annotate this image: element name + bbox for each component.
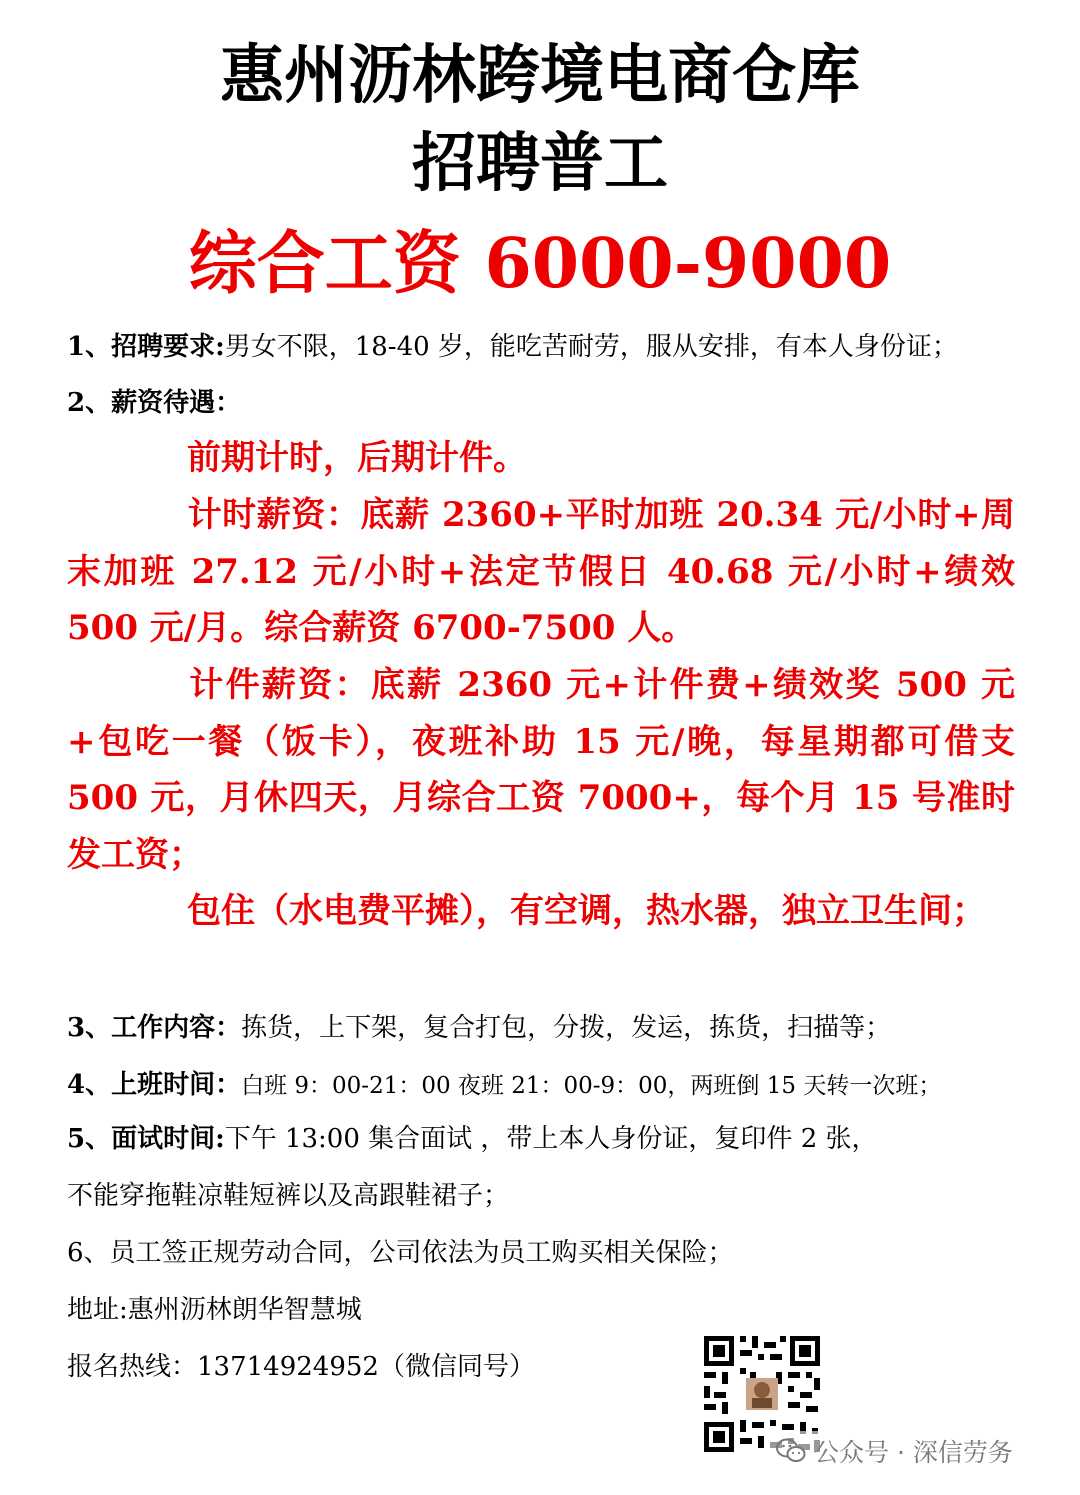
contract-text: 6、员工签正规劳动合同，公司依法为员工购买相关保险； — [67, 1238, 734, 1268]
pay-p1-text: 前期计时，后期计件。 — [187, 438, 527, 478]
work-content-text: 拣货，上下架，复合打包，分拨，发运，拣货，扫描等； — [241, 1013, 892, 1043]
address-line — [67, 1289, 1017, 1326]
watermark-text: 公众号 · 深信劳务 — [814, 1438, 1013, 1467]
pay-p3-text: 计件薪资：底薪 2360 元+计件费+绩效奖 500 元+包吃一餐（饭卡），夜班补助 15 元/晚，每星期都可借支 500 元，月休四天，月综合工资 7000+，每个月 15 号准时发工资； — [67, 665, 1015, 875]
interview-text: 下午 13:00 集合面试 ，带上本人身份证，复印件 2 张， — [224, 1124, 878, 1154]
pay-paragraph-3 — [67, 657, 1015, 883]
pay-heading — [67, 382, 1017, 419]
salary-headline: 综合工资 6000-9000 — [188, 224, 892, 304]
work-content-label: 3、工作内容： — [67, 1013, 242, 1043]
work-content-line — [67, 1007, 1017, 1044]
requirements-text: 男女不限，18-40 岁，能吃苦耐劳，服从安排，有本人身份证； — [224, 332, 958, 362]
interview-line — [67, 1118, 1017, 1155]
pay-paragraph-4 — [67, 883, 1015, 940]
pay-paragraph-1 — [67, 430, 1015, 487]
address-text: 惠州沥林朗华智慧城 — [127, 1295, 362, 1325]
contract-line — [67, 1232, 1017, 1269]
work-hours-text: 白班 9：00-21：00 夜班 21：00-9：00，两班倒 15 天转一次班； — [241, 1073, 942, 1099]
hotline-label: 报名热线： — [67, 1352, 198, 1382]
work-hours-line — [67, 1064, 1017, 1101]
hotline-text: 13714924952（微信同号） — [197, 1352, 535, 1382]
address-label: 地址: — [67, 1295, 128, 1325]
pay-p2-text: 计时薪资：底薪 2360+平时加班 20.34 元/小时+周末加班 27.12 元/小时+法定节假日 40.68 元/小时+绩效 500 元/月。综合薪资 6700-7500 人。 — [67, 495, 1015, 648]
dress-code-line — [67, 1175, 1017, 1212]
title-warehouse: 惠州沥林跨境电商仓库 — [220, 38, 860, 113]
hotline-line — [67, 1346, 1017, 1383]
pay-label: 2、薪资待遇： — [67, 388, 242, 418]
requirements-line — [67, 326, 1017, 363]
pay-p4-text: 包住（水电费平摊），有空调，热水器，独立卫生间； — [187, 891, 986, 931]
interview-label: 5、面试时间: — [67, 1124, 225, 1154]
requirements-label: 1、招聘要求: — [67, 332, 225, 362]
dress-code-text: 不能穿拖鞋凉鞋短裤以及高跟鞋裙子； — [67, 1181, 510, 1211]
work-hours-label: 4、上班时间： — [67, 1070, 242, 1100]
watermark — [768, 1431, 1021, 1471]
title-job: 招聘普工 — [412, 126, 668, 201]
pay-paragraph-2 — [67, 487, 1015, 657]
wechat-icon — [776, 1438, 806, 1464]
